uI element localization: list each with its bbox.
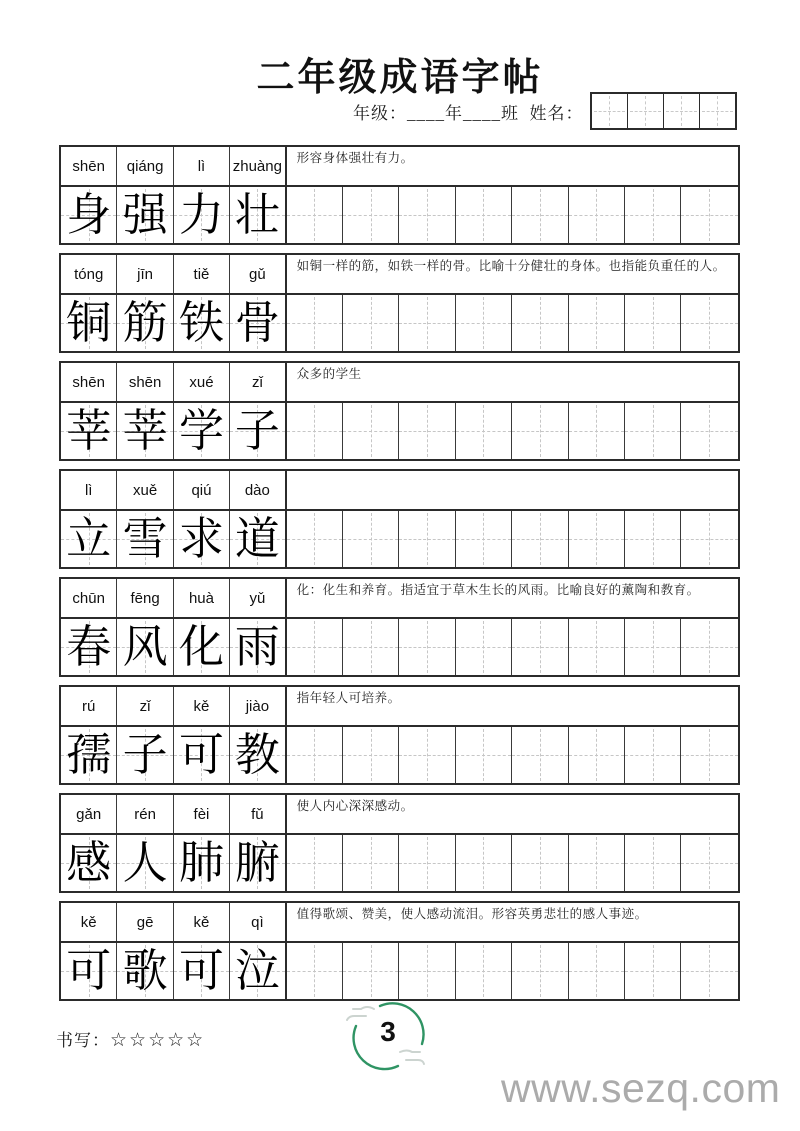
idiom-character: 强 [122, 189, 168, 240]
practice-cell [681, 295, 737, 351]
pinyin-cell: xué [174, 363, 230, 401]
pinyin-cell: tóng [61, 255, 117, 293]
definition-text: 指年轻人可培养。 [296, 691, 401, 705]
character-cell [61, 835, 117, 891]
practice-cell [343, 619, 399, 675]
idiom-character: 力 [178, 189, 224, 240]
practice-cell [456, 295, 512, 351]
pinyin-cell: shēn [61, 363, 117, 401]
pinyin-cell: fǔ [230, 795, 286, 833]
practice-cell [456, 187, 512, 243]
practice-cell [343, 187, 399, 243]
name-box [592, 94, 628, 128]
practice-cell [399, 295, 455, 351]
writing-score [56, 1026, 205, 1052]
pinyin-cell: zǐ [117, 687, 173, 725]
pinyin-row [61, 579, 738, 619]
character-cell [174, 295, 230, 351]
practice-cell [287, 511, 343, 567]
character-row [61, 187, 738, 243]
character-cell [61, 727, 117, 783]
character-cell [174, 727, 230, 783]
practice-cell [456, 619, 512, 675]
practice-cell [512, 187, 568, 243]
idiom-character: 子 [122, 729, 168, 780]
character-cell [230, 295, 286, 351]
definition-text: 众多的学生 [296, 367, 362, 381]
practice-cell [681, 835, 737, 891]
practice-cell [456, 835, 512, 891]
pinyin-cell: gǎn [61, 795, 117, 833]
pinyin-row [61, 903, 738, 943]
practice-cell [569, 187, 625, 243]
page-number-badge [336, 996, 440, 1078]
practice-cell [625, 727, 681, 783]
idiom-block-6 [59, 685, 740, 785]
definition-cell [287, 147, 738, 185]
pinyin-row [61, 147, 738, 187]
idiom-block-7 [59, 793, 740, 893]
character-cell [174, 835, 230, 891]
idiom-character: 骨 [234, 297, 280, 348]
idiom-block-8 [59, 901, 740, 1001]
character-cell [230, 943, 286, 999]
pinyin-cells [61, 579, 287, 617]
practice-cell [343, 403, 399, 459]
character-cell [174, 619, 230, 675]
character-cell [230, 403, 286, 459]
practice-cell [681, 511, 737, 567]
definition-text: 值得歌颂、赞美，使人感动流泪。形容英勇悲壮的感人事迹。 [296, 907, 648, 921]
idiom-character: 壮 [234, 189, 280, 240]
page-title: 二年级成语字帖 [256, 57, 544, 99]
pinyin-row [61, 687, 738, 727]
pinyin-cell: jīn [117, 255, 173, 293]
character-cell [61, 187, 117, 243]
pinyin-cell: kě [61, 903, 117, 941]
pinyin-cells [61, 903, 287, 941]
practice-cell [343, 295, 399, 351]
practice-cell [681, 619, 737, 675]
practice-cell [569, 511, 625, 567]
character-cell [117, 187, 173, 243]
idiom-block-2 [59, 253, 740, 353]
idiom-character: 孺 [66, 729, 112, 780]
idiom-character: 歌 [122, 945, 168, 996]
pinyin-cells [61, 795, 287, 833]
practice-cell [625, 619, 681, 675]
idiom-character: 人 [122, 837, 168, 888]
pinyin-cell: zǐ [230, 363, 286, 401]
character-cell [117, 943, 173, 999]
pinyin-row [61, 255, 738, 295]
practice-cell [399, 835, 455, 891]
definition-cell [287, 795, 738, 833]
pinyin-row [61, 363, 738, 403]
idiom-character: 化 [178, 621, 224, 672]
pinyin-cell: gē [117, 903, 173, 941]
idiom-character: 求 [178, 513, 224, 564]
pinyin-cell: rén [117, 795, 173, 833]
pinyin-cell: gǔ [230, 255, 286, 293]
practice-cell [569, 835, 625, 891]
pinyin-cell: tiě [174, 255, 230, 293]
name-box [628, 94, 664, 128]
pinyin-cell: lì [61, 471, 117, 509]
character-cell [61, 943, 117, 999]
practice-cell [569, 403, 625, 459]
idiom-character: 筋 [122, 297, 168, 348]
practice-cell [456, 943, 512, 999]
pinyin-cell: kě [174, 687, 230, 725]
practice-cell [343, 511, 399, 567]
practice-cell [343, 727, 399, 783]
pinyin-cell: jiào [230, 687, 286, 725]
character-cell [230, 187, 286, 243]
pinyin-cells [61, 255, 287, 293]
pinyin-cell: shēn [117, 363, 173, 401]
practice-cell [512, 295, 568, 351]
practice-cell [625, 403, 681, 459]
pinyin-cell: dào [230, 471, 286, 509]
pinyin-cells [61, 147, 287, 185]
pinyin-cells [61, 471, 287, 509]
pinyin-cell: fēng [117, 579, 173, 617]
practice-cell [681, 403, 737, 459]
idiom-character: 可 [178, 945, 224, 996]
pinyin-cells [61, 687, 287, 725]
character-cell [117, 619, 173, 675]
character-row [61, 943, 738, 999]
idiom-block-5 [59, 577, 740, 677]
pinyin-row [61, 471, 738, 511]
idiom-character: 身 [66, 189, 112, 240]
grade-class-name-labels: 年级：____年____班 姓名： [353, 104, 584, 123]
pinyin-cell: qiáng [117, 147, 173, 185]
idiom-character: 道 [234, 513, 280, 564]
character-cell [61, 511, 117, 567]
pinyin-cell: qiú [174, 471, 230, 509]
definition-cell [287, 687, 738, 725]
definition-cell [287, 255, 738, 293]
idiom-character: 腑 [234, 837, 280, 888]
pinyin-cell: yǔ [230, 579, 286, 617]
character-cell [117, 403, 173, 459]
practice-cell [569, 295, 625, 351]
pinyin-cell: rú [61, 687, 117, 725]
practice-cell [399, 619, 455, 675]
idiom-character: 莘 [66, 405, 112, 456]
practice-cell [287, 943, 343, 999]
watermark-text: www.sezq.com [501, 1065, 781, 1111]
practice-cell [287, 187, 343, 243]
character-cell [230, 619, 286, 675]
character-cell [174, 403, 230, 459]
practice-cell [343, 943, 399, 999]
practice-cell [681, 943, 737, 999]
character-row [61, 403, 738, 459]
pinyin-cell: fèi [174, 795, 230, 833]
idiom-character: 立 [66, 513, 112, 564]
definition-text: 化：化生和养育。指适宜于草木生长的风雨。比喻良好的薰陶和教育。 [296, 583, 700, 597]
character-cell [117, 511, 173, 567]
idiom-character: 风 [122, 621, 168, 672]
character-cell [117, 295, 173, 351]
character-cell [174, 511, 230, 567]
definition-cell [287, 903, 738, 941]
practice-cell [456, 403, 512, 459]
practice-cell [287, 835, 343, 891]
idiom-character: 泣 [234, 945, 280, 996]
character-cell [174, 187, 230, 243]
practice-cell [625, 835, 681, 891]
idiom-character: 学 [178, 405, 224, 456]
idiom-character: 肺 [178, 837, 224, 888]
character-cell [117, 835, 173, 891]
pinyin-cell: xuě [117, 471, 173, 509]
idiom-character: 莘 [122, 405, 168, 456]
practice-cell [399, 511, 455, 567]
definition-cell [287, 579, 738, 617]
character-cell [61, 403, 117, 459]
practice-cell [512, 619, 568, 675]
star-outline-icons: ☆☆☆☆☆ [110, 1030, 206, 1051]
page-number: 3 [380, 1016, 396, 1047]
practice-cell [287, 403, 343, 459]
idiom-character: 子 [234, 405, 280, 456]
character-row [61, 511, 738, 567]
practice-cell [569, 619, 625, 675]
definition-cell [287, 363, 738, 401]
practice-cell [456, 511, 512, 567]
idiom-character: 教 [234, 729, 280, 780]
practice-cell [512, 403, 568, 459]
idiom-character: 可 [178, 729, 224, 780]
pinyin-row [61, 795, 738, 835]
practice-cell [343, 835, 399, 891]
character-cell [230, 835, 286, 891]
practice-cell [512, 943, 568, 999]
practice-cell [399, 187, 455, 243]
idiom-table [59, 145, 740, 1009]
practice-cell [681, 727, 737, 783]
definition-text: 使人内心深深感动。 [296, 799, 414, 813]
practice-cell [456, 727, 512, 783]
idiom-character: 雪 [122, 513, 168, 564]
idiom-block-1 [59, 145, 740, 245]
pinyin-cell: qì [230, 903, 286, 941]
practice-cell [512, 835, 568, 891]
practice-cell [569, 943, 625, 999]
practice-cell [625, 511, 681, 567]
character-cell [117, 727, 173, 783]
name-box [664, 94, 700, 128]
pinyin-cell: kě [174, 903, 230, 941]
character-cell [230, 727, 286, 783]
character-row [61, 619, 738, 675]
pinyin-cell: chūn [61, 579, 117, 617]
pinyin-cell: zhuàng [230, 147, 286, 185]
character-cell [61, 619, 117, 675]
student-info-line [353, 92, 737, 130]
idiom-character: 铜 [66, 297, 112, 348]
practice-cell [569, 727, 625, 783]
definition-text: 如铜一样的筋，如铁一样的骨。比喻十分健壮的身体。也指能负重任的人。 [296, 259, 726, 273]
practice-cell [287, 295, 343, 351]
practice-cell [287, 727, 343, 783]
pinyin-cells [61, 363, 287, 401]
practice-cell [399, 943, 455, 999]
name-box [700, 94, 735, 128]
idiom-character: 可 [66, 945, 112, 996]
idiom-block-4 [59, 469, 740, 569]
practice-cell [625, 187, 681, 243]
practice-cell [287, 619, 343, 675]
character-row [61, 727, 738, 783]
idiom-character: 春 [66, 621, 112, 672]
practice-cell [512, 727, 568, 783]
idiom-character: 雨 [234, 621, 280, 672]
pinyin-cell: huà [174, 579, 230, 617]
practice-cell [399, 727, 455, 783]
name-writing-boxes [590, 92, 737, 130]
character-cell [174, 943, 230, 999]
practice-cell [625, 295, 681, 351]
writing-label: 书写： [56, 1031, 110, 1050]
practice-cell [625, 943, 681, 999]
idiom-character: 感 [66, 837, 112, 888]
character-cell [61, 295, 117, 351]
definition-cell [287, 471, 738, 509]
idiom-block-3 [59, 361, 740, 461]
character-row [61, 835, 738, 891]
character-row [61, 295, 738, 351]
pinyin-cell: shēn [61, 147, 117, 185]
practice-cell [681, 187, 737, 243]
definition-text: 形容身体强壮有力。 [296, 151, 414, 165]
pinyin-cell: lì [174, 147, 230, 185]
practice-cell [512, 511, 568, 567]
idiom-character: 铁 [178, 297, 224, 348]
character-cell [230, 511, 286, 567]
practice-cell [399, 403, 455, 459]
